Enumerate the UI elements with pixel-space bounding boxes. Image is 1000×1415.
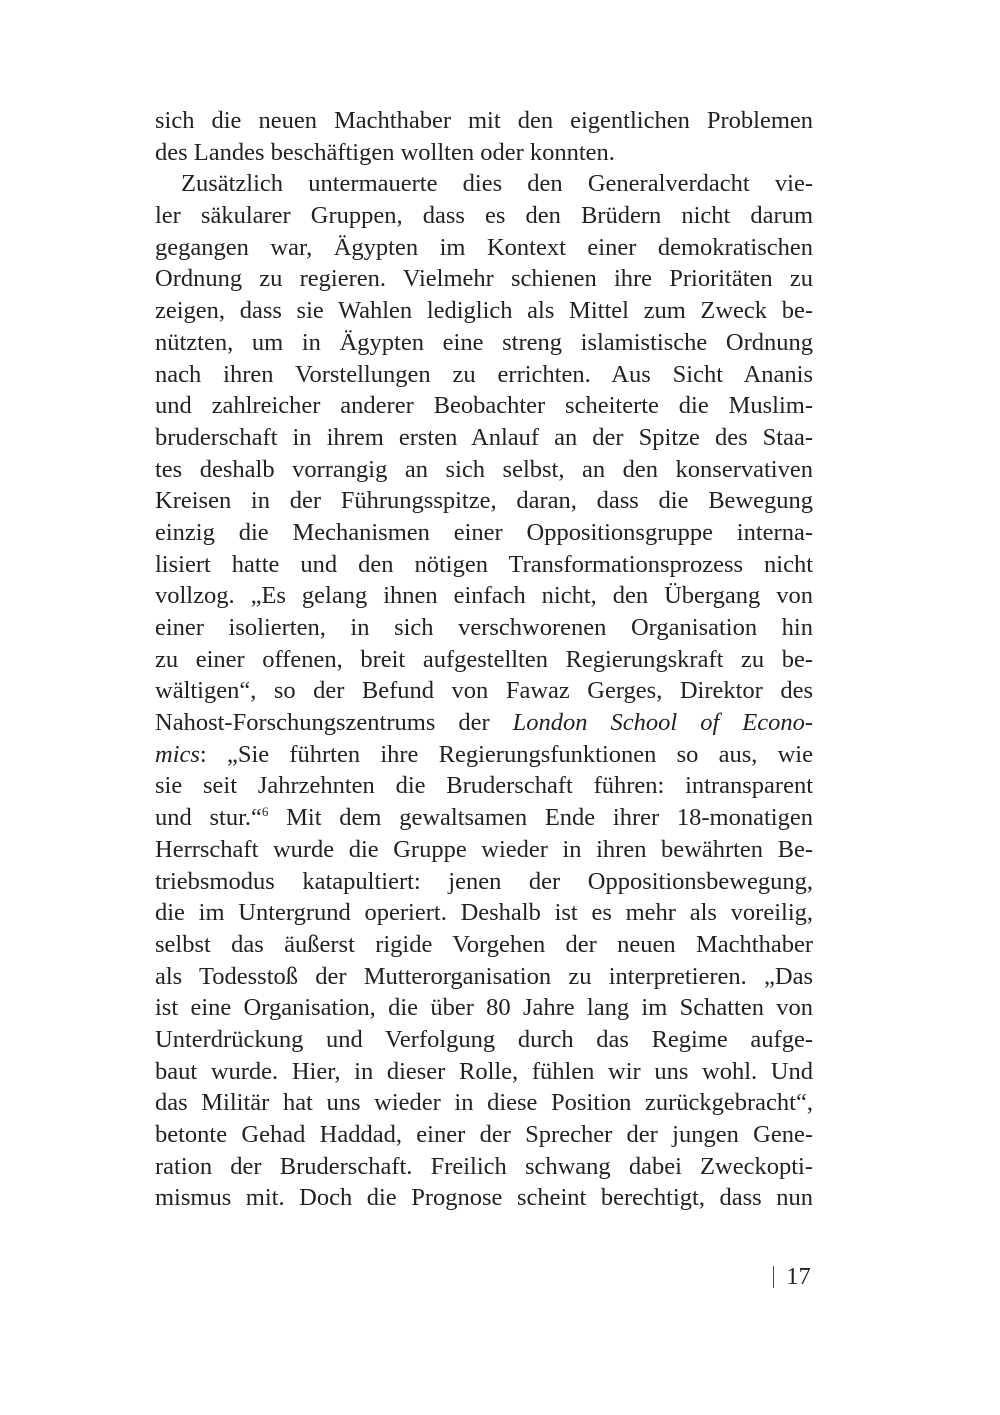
text-line: sie seit Jahrzehnten die Bruderschaft führen: intransparent bbox=[155, 772, 813, 800]
body-text bbox=[155, 105, 813, 1214]
text-line: Herrschaft wurde die Gruppe wieder in ihren bewährten Be- bbox=[155, 835, 813, 863]
text-line: ler säkularer Gruppen, dass es den Brüdern nicht darum bbox=[155, 202, 813, 230]
text-line: das Militär hat uns wieder in diese Position zurückgebracht“, bbox=[155, 1089, 813, 1117]
text-line: vollzog. „Es gelang ihnen einfach nicht, den Übergang von bbox=[155, 582, 813, 610]
footnote-reference[interactable]: 6 bbox=[261, 804, 269, 820]
text-line: nützten, um in Ägypten eine streng islamistische Ordnung bbox=[155, 328, 813, 356]
folio-divider bbox=[773, 1266, 774, 1288]
text-line: die im Untergrund operiert. Deshalb ist es mehr als voreilig, bbox=[155, 899, 813, 927]
text-run: Mit dem gewaltsamen Ende ihrer 18-monatigen bbox=[268, 804, 813, 832]
text-line: selbst das äußerst rigide Vorgehen der neuen Machthaber bbox=[155, 930, 813, 958]
text-line-lse bbox=[155, 707, 813, 739]
page-number-label: 17 bbox=[786, 1263, 811, 1290]
text-line: und zahlreicher anderer Beobachter scheiterte die Muslim- bbox=[155, 392, 813, 420]
text-line: ist eine Organisation, die über 80 Jahre lang im Schatten von bbox=[155, 994, 813, 1022]
text-line: triebsmodus katapultiert: jenen der Oppositionsbewegung, bbox=[155, 867, 813, 895]
text-line: einzig die Mechanismen einer Oppositionsgruppe interna- bbox=[155, 518, 813, 546]
text-line: sich die neuen Machthaber mit den eigentlichen Problemen bbox=[155, 107, 813, 134]
text-line: zeigen, dass sie Wahlen lediglich als Mittel zum Zweck be- bbox=[155, 297, 813, 325]
text-line: Unterdrückung und Verfolgung durch das Regime aufge- bbox=[155, 1025, 813, 1053]
text-run: Nahost-Forschungszentrums der bbox=[155, 709, 513, 737]
page-number bbox=[773, 1262, 811, 1292]
text-line: ration der Bruderschaft. Freilich schwang dabei Zweckopti- bbox=[155, 1152, 813, 1180]
text-line: einer isolierten, in sich verschworenen Organisation hin bbox=[155, 614, 813, 641]
text-line: gegangen war, Ägypten im Kontext einer demokratischen bbox=[155, 233, 813, 261]
text-line: Ordnung zu regieren. Vielmehr schienen ihre Prioritäten zu bbox=[155, 265, 813, 293]
text-line: mismus mit. Doch die Prognose scheint berechtigt, dass nun bbox=[155, 1184, 813, 1212]
text-line: des Landes beschäftigen wollten oder konnten. bbox=[155, 138, 615, 166]
text-line: bruderschaft in ihrem ersten Anlauf an der Spitze des Staa- bbox=[155, 423, 813, 451]
text-run: und stur.“ bbox=[155, 804, 262, 832]
text-line: Zusätzlich untermauerte dies den Generalverdacht vie- bbox=[181, 170, 813, 198]
text-line: lisiert hatte und den nötigen Transformationsprozess nicht bbox=[155, 550, 813, 578]
text-line: nach ihren Vorstellungen zu errichten. Aus Sicht Ananis bbox=[155, 360, 813, 388]
text-line: als Todesstoß der Mutterorganisation zu interpretieren. „Das bbox=[155, 962, 813, 990]
text-run: : „Sie führten ihre Regierungsfunktionen so aus, wie bbox=[199, 740, 813, 768]
italic-institution-name: London School of Econo- bbox=[512, 709, 813, 737]
text-line: wältigen“, so der Befund von Fawaz Gerges, Direktor des bbox=[155, 677, 813, 705]
text-line: betonte Gehad Haddad, einer der Sprecher der jungen Gene- bbox=[155, 1121, 813, 1148]
italic-institution-name-end: mics bbox=[155, 740, 200, 768]
text-line-mics bbox=[155, 739, 813, 771]
text-line: tes deshalb vorrangig an sich selbst, an den konservativen bbox=[155, 455, 813, 483]
text-line: Kreisen in der Führungsspitze, daran, dass die Bewegung bbox=[155, 487, 813, 515]
text-line: baut wurde. Hier, in dieser Rolle, fühlen wir uns wohl. Und bbox=[155, 1057, 813, 1085]
text-line: zu einer offenen, breit aufgestellten Regierungskraft zu be- bbox=[155, 645, 813, 673]
text-line-footnote bbox=[155, 802, 813, 834]
